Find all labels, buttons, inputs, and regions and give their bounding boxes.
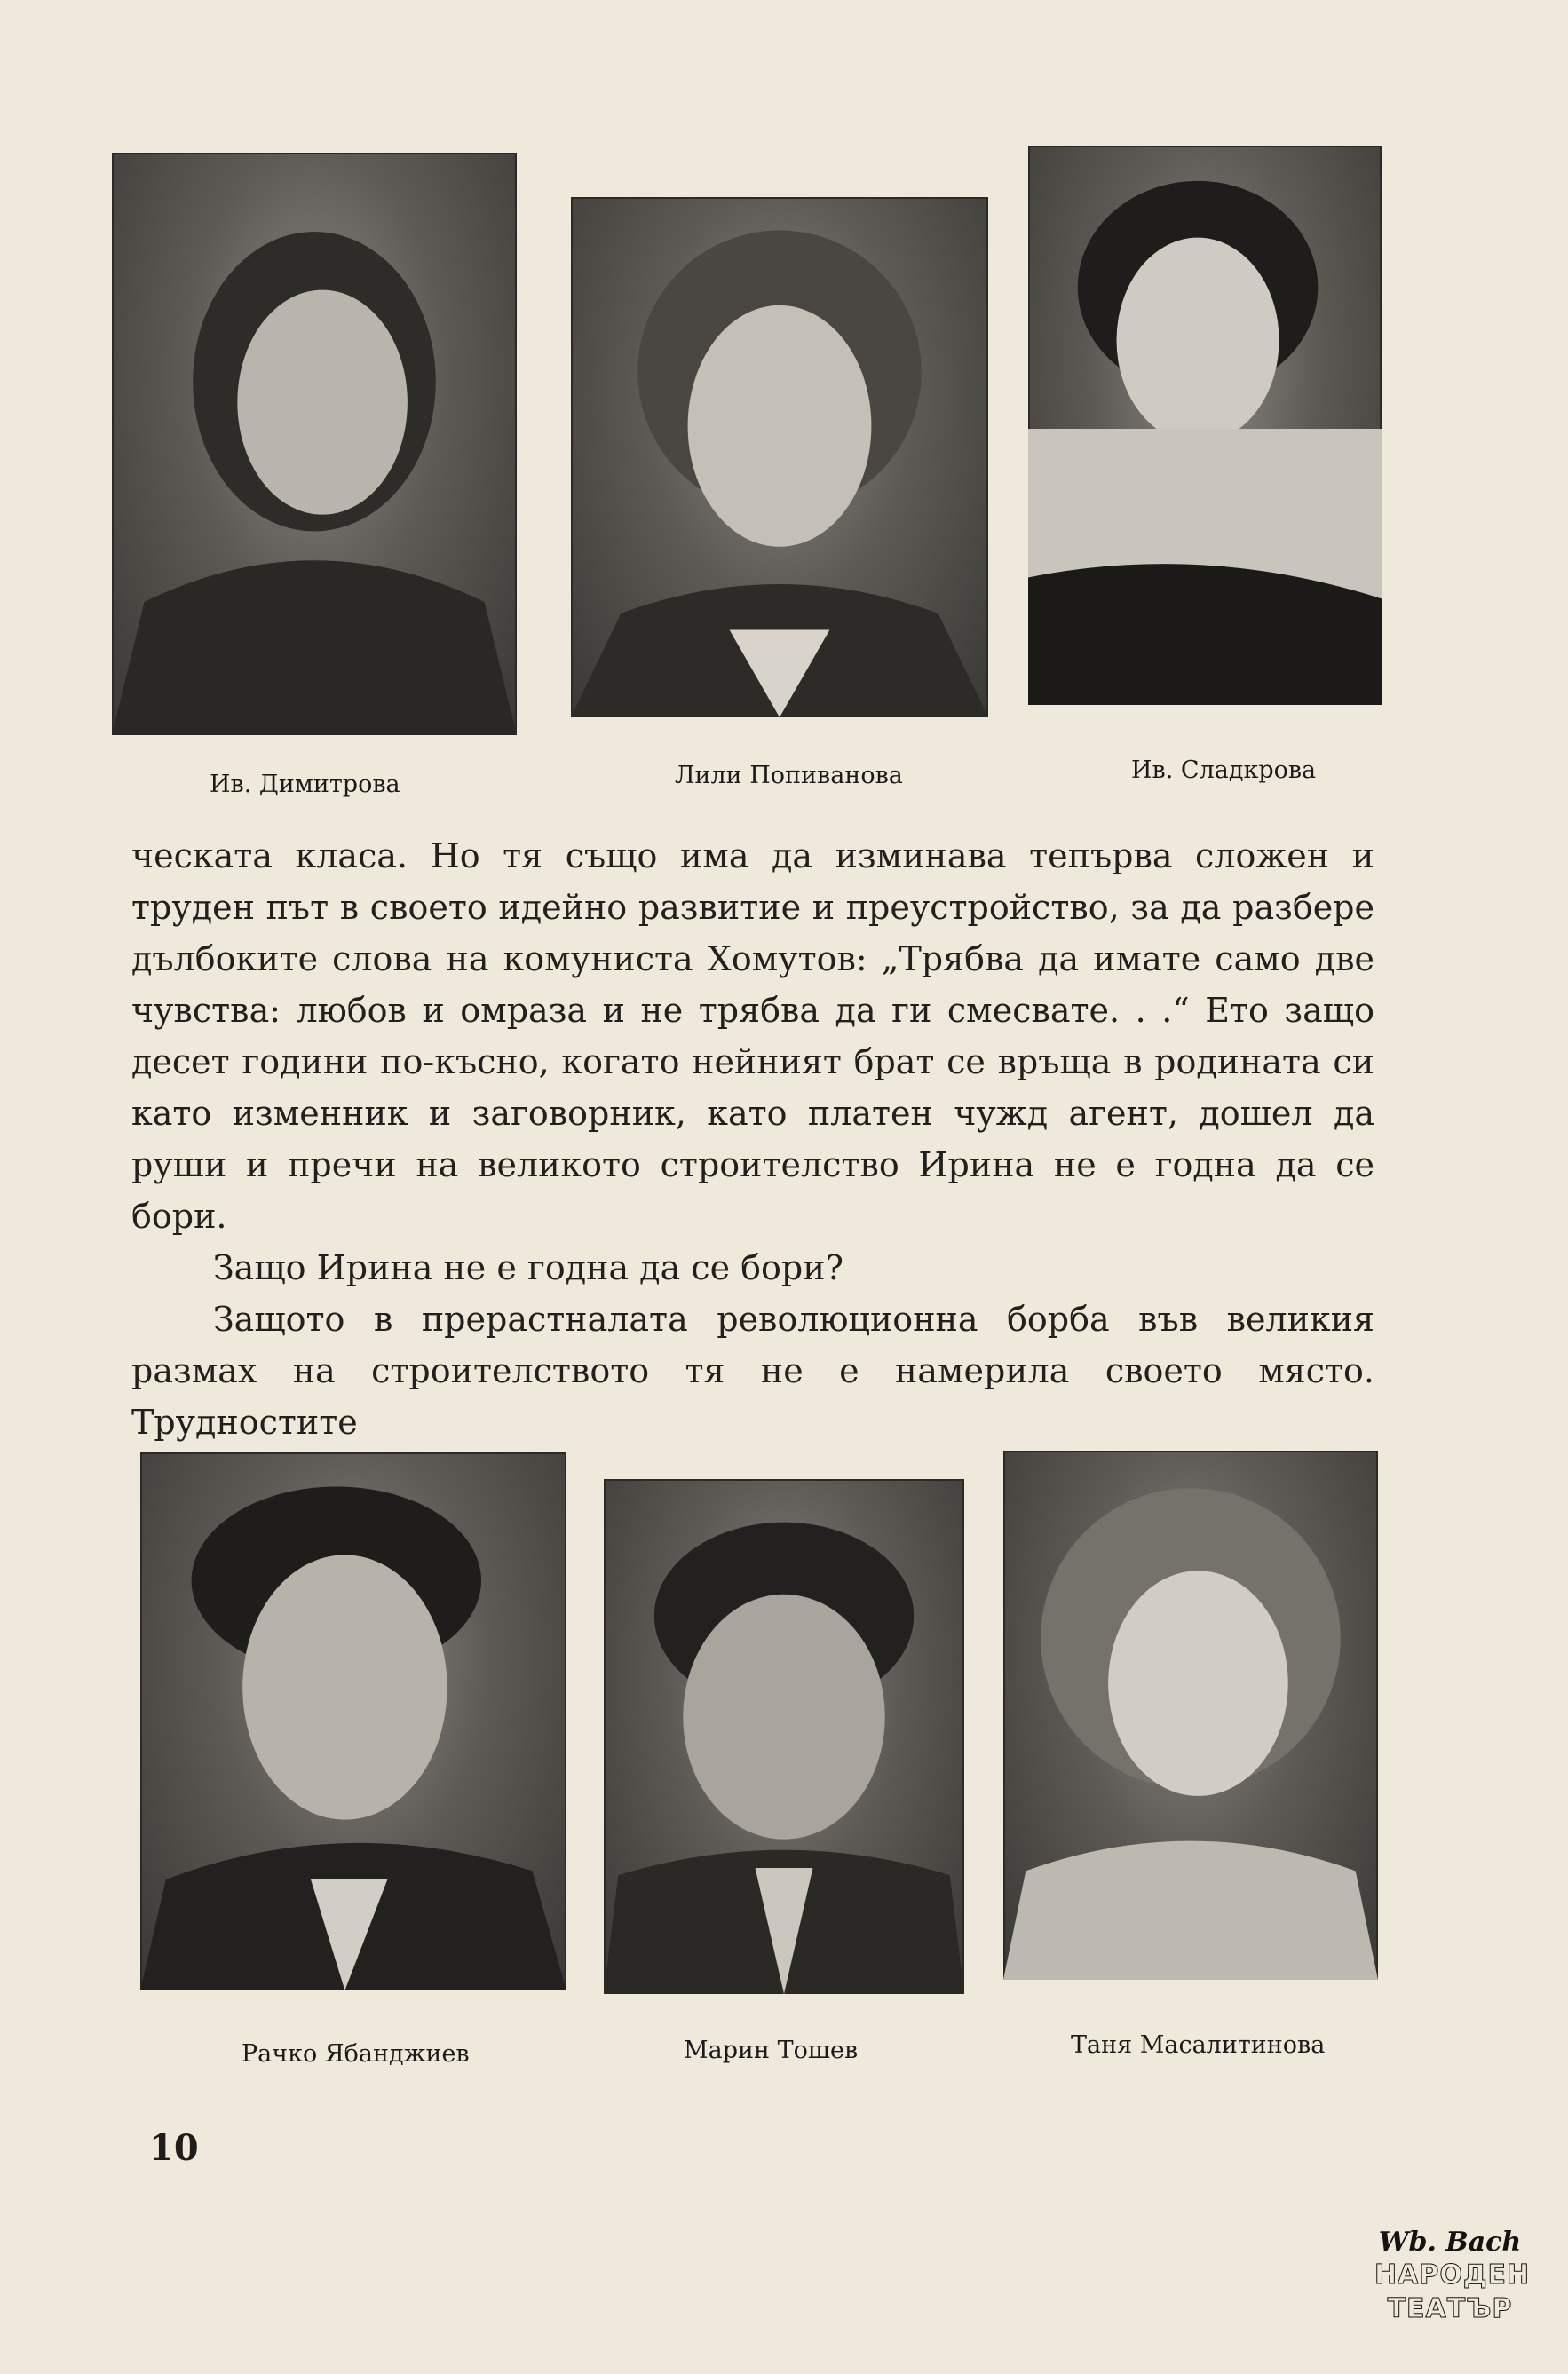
portrait-photo-sladkrova <box>1028 146 1382 705</box>
caption-yabandzhiev: Рачко Ябанджиев <box>242 2040 470 2068</box>
stamp-signature: Wb. Bach <box>1378 2227 1522 2258</box>
body-paragraph: Защото в прерастналата революционна борба във великия размах на строителството тя не е намерила своето място. Трудностите <box>131 1300 1374 1442</box>
stamp-line-2: ТЕАТЪР <box>1387 2293 1513 2324</box>
caption-sladkrova: Ив. Сладкрова <box>1131 756 1317 784</box>
caption-masalitinova: Таня Масалитинова <box>1071 2031 1326 2059</box>
portrait-photo-yabandzhiev <box>140 1452 566 1990</box>
caption-popivanova: Лили Попиванова <box>675 762 903 789</box>
portrait-photo-masalitinova <box>1003 1451 1378 1980</box>
caption-toshev: Марин Тошев <box>684 2037 859 2064</box>
body-paragraph: Защо Ирина не е годна да се бори? <box>213 1248 843 1287</box>
portrait-photo-popivanova <box>571 197 988 717</box>
body-paragraph: ческата класа. Но тя също има да изминава тепърва сложен и труден път в своето идейно развитие и преустройство, за да разбере дълбоките слова на комуниста Хомутов: „Трябва да имате само две чувства: любов и омраза и не трябва да ги смесвате. . .“ Ето защо десет години по-късно, когато нейният брат се връща в родината си като изменник и заговорник, като платен чужд агент, дошел да руши и пречи на великото строителство Ирина не е годна да се бори. <box>131 836 1374 1236</box>
page-number: 10 <box>149 2127 199 2169</box>
caption-dimitrova: Ив. Димитрова <box>210 771 400 798</box>
article-body <box>131 830 1374 1448</box>
portrait-photo-dimitrova <box>112 153 517 735</box>
portrait-photo-toshev <box>604 1479 964 1994</box>
library-stamp <box>1374 2227 1531 2340</box>
stamp-line-1: НАРОДЕН <box>1374 2259 1531 2291</box>
